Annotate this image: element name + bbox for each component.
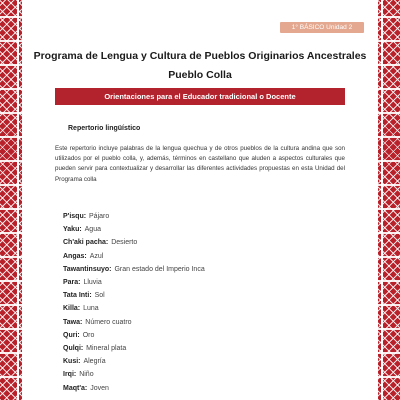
vocab-term: Angas: xyxy=(63,252,87,260)
vocab-entry xyxy=(63,371,94,378)
vocab-term: Kusi: xyxy=(63,358,81,366)
vocab-meaning: Pájaro xyxy=(89,213,110,220)
vocab-term: Ch'aki pacha: xyxy=(63,239,109,247)
page-title: Programa de Lengua y Cultura de Pueblos Originarios Ancestrales xyxy=(33,50,367,62)
vocab-meaning: Oro xyxy=(82,331,95,339)
vocab-entry xyxy=(63,305,99,312)
vocab-entry xyxy=(63,213,109,220)
vocab-entry xyxy=(63,226,101,233)
vocab-term: Tata Inti: xyxy=(63,292,92,300)
unit-badge: 1° BÁSICO Unidad 2 xyxy=(280,22,364,33)
vocab-term: Yaku: xyxy=(63,226,82,234)
vocab-meaning: Número cuatro xyxy=(85,318,132,326)
vocab-meaning: Gran estado del Imperio Inca xyxy=(114,265,205,273)
vocab-meaning: Mineral plata xyxy=(86,345,127,352)
vocab-term: Tawa: xyxy=(63,318,83,326)
vocab-term: Qulqi: xyxy=(63,345,84,352)
vocab-term: Tawantinsuyo: xyxy=(63,265,112,273)
vocab-term: Maqt'a: xyxy=(63,384,88,392)
vocab-entry xyxy=(63,292,105,299)
vocab-entry xyxy=(63,332,94,339)
intro-paragraph: Este repertorio incluye palabras de la lengua quechua y de otros pueblos de la cultura andina que son utilizados por el pueblo colla, y, además, términos en castellano que aluden a aspectos culturales que pueden servir para contextualizar y desarrollar las diferentes actividades propuestas en esta Unidad del Programa colla xyxy=(55,145,345,183)
page-subtitle: Pueblo Colla xyxy=(168,69,232,81)
vocab-meaning: Agua xyxy=(84,226,101,234)
vocab-entry xyxy=(63,319,132,326)
vocab-entry xyxy=(63,345,126,352)
vocab-entry xyxy=(63,279,102,286)
section-heading: Repertorio lingüístico xyxy=(68,125,141,132)
vocab-entry xyxy=(63,358,106,365)
vocab-term: Para: xyxy=(63,279,81,286)
vocab-meaning: Lluvia xyxy=(83,279,102,286)
vocab-entry xyxy=(63,253,103,260)
decorative-border-left xyxy=(0,0,22,400)
vocab-term: Killa: xyxy=(63,305,81,313)
vocab-meaning: Sol xyxy=(94,292,105,300)
vocab-term: Quri: xyxy=(63,331,80,339)
vocab-entry xyxy=(63,385,109,392)
vocab-meaning: Luna xyxy=(83,305,99,313)
vocab-meaning: Joven xyxy=(90,384,109,392)
vocab-meaning: Desierto xyxy=(111,239,138,247)
vocab-term: P'isqu: xyxy=(63,213,87,220)
section-banner: Orientaciones para el Educador tradicional o Docente xyxy=(55,88,345,105)
vocab-term: Irqi: xyxy=(63,371,77,379)
vocab-entry xyxy=(63,266,205,273)
vocab-entry xyxy=(63,239,137,246)
vocab-meaning: Alegría xyxy=(83,358,106,366)
vocab-meaning: Azul xyxy=(89,252,104,260)
vocab-meaning: Niño xyxy=(79,371,94,379)
decorative-border-right xyxy=(378,0,400,400)
